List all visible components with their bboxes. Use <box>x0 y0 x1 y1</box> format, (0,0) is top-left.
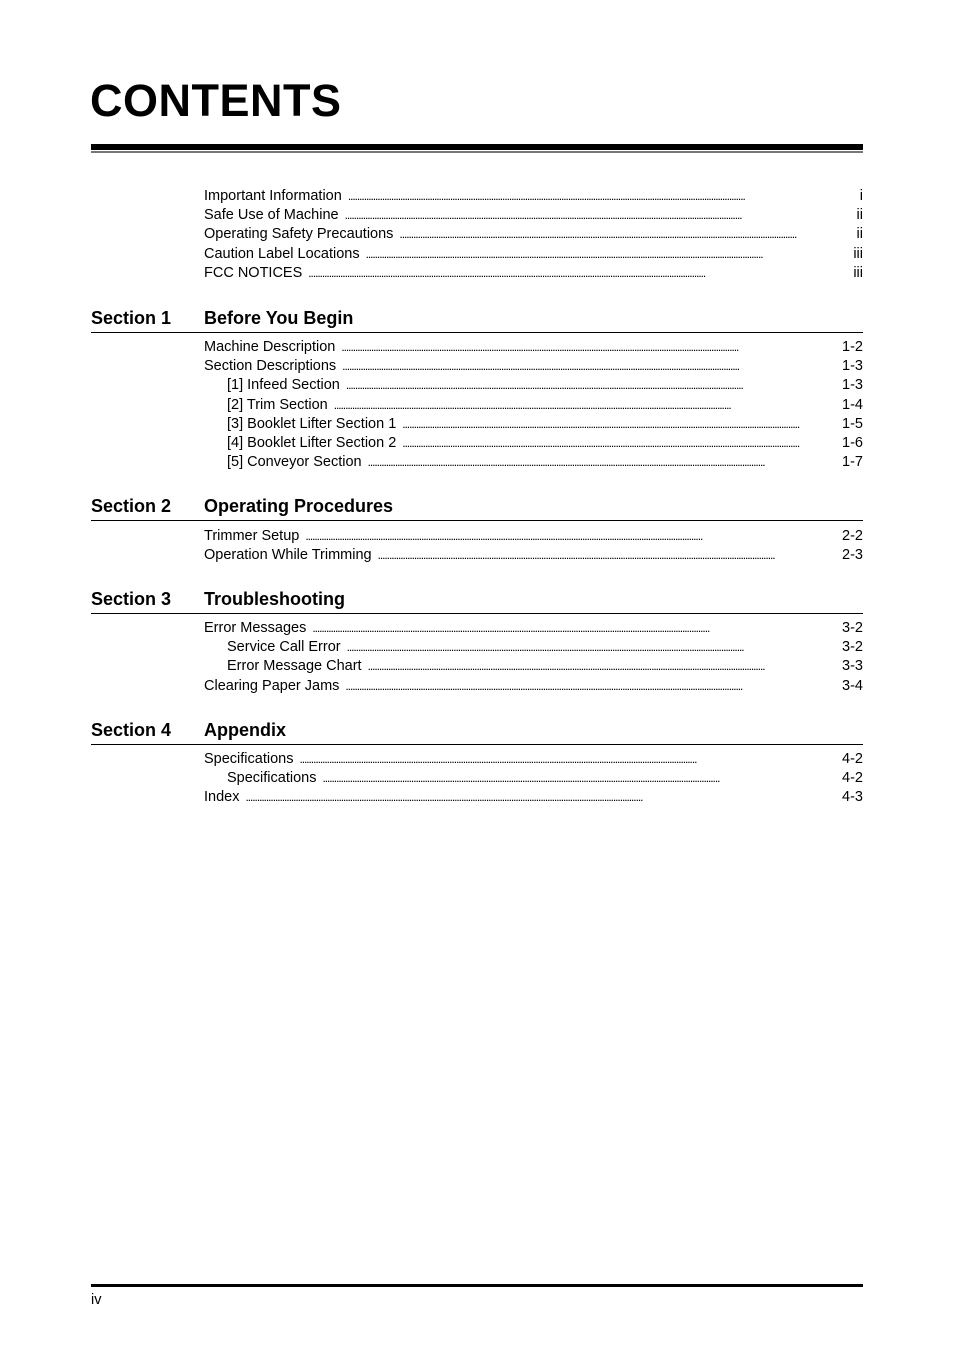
section-2-entries <box>204 527 863 565</box>
front-matter-list <box>204 187 863 283</box>
page-number: iv <box>91 1292 102 1308</box>
section-number: Section 3 <box>91 589 172 609</box>
section-1-entries <box>204 338 863 472</box>
toc-subentry[interactable]: Error Message Chart . . . 3-3 <box>204 657 863 676</box>
page-title: CONTENTS <box>90 75 342 126</box>
toc-entry[interactable]: Machine Description . . . 1-2 <box>204 338 863 357</box>
toc-entry[interactable]: Trimmer Setup . . . 2-2 <box>204 527 863 546</box>
section-name: Before You Begin <box>204 308 354 328</box>
toc-subentry[interactable]: [2] Trim Section . . . 1-4 <box>204 396 863 415</box>
section-name: Appendix <box>204 720 287 740</box>
section-3-heading[interactable] <box>91 587 863 614</box>
toc-subentry[interactable]: [5] Conveyor Section . . . 1-7 <box>204 453 863 472</box>
section-1-heading[interactable] <box>91 306 863 333</box>
toc-entry[interactable]: Operation While Trimming . . . 2-3 <box>204 546 863 565</box>
section-name: Operating Procedures <box>204 496 394 516</box>
section-number: Section 2 <box>91 496 172 516</box>
footer-rule <box>91 1284 863 1287</box>
toc-subentry[interactable]: [1] Infeed Section . . . 1-3 <box>204 376 863 395</box>
section-4-entries <box>204 750 863 808</box>
toc-entry[interactable]: Specifications . . . 4-2 <box>204 750 863 769</box>
section-4-heading[interactable] <box>91 718 863 745</box>
toc-subentry[interactable]: [4] Booklet Lifter Section 2 . . . 1-6 <box>204 434 863 453</box>
toc-entry[interactable]: Important Information . . . i <box>204 187 863 206</box>
toc-entry[interactable]: Caution Label Locations . . . iii <box>204 245 863 264</box>
toc-entry[interactable]: Clearing Paper Jams . . . 3-4 <box>204 677 863 696</box>
toc-subentry[interactable]: Service Call Error . . . 3-2 <box>204 638 863 657</box>
section-number: Section 4 <box>91 720 172 740</box>
toc-entry[interactable]: Safe Use of Machine . . . ii <box>204 206 863 225</box>
toc-entry[interactable]: Section Descriptions . . . 1-3 <box>204 357 863 376</box>
section-number: Section 1 <box>91 308 172 328</box>
toc-subentry[interactable]: Specifications . . . 4-2 <box>204 769 863 788</box>
section-name: Troubleshooting <box>204 589 345 609</box>
toc-subentry[interactable]: [3] Booklet Lifter Section 1 . . . 1-5 <box>204 415 863 434</box>
section-2-heading[interactable] <box>91 494 863 521</box>
section-3-entries <box>204 619 863 696</box>
toc-entry[interactable]: Error Messages . . . 3-2 <box>204 619 863 638</box>
title-rule <box>91 144 863 153</box>
toc-entry[interactable]: Operating Safety Precautions . . . ii <box>204 225 863 244</box>
toc-entry[interactable]: Index . . . 4-3 <box>204 788 863 807</box>
toc-entry[interactable]: FCC NOTICES . . . iii <box>204 264 863 283</box>
